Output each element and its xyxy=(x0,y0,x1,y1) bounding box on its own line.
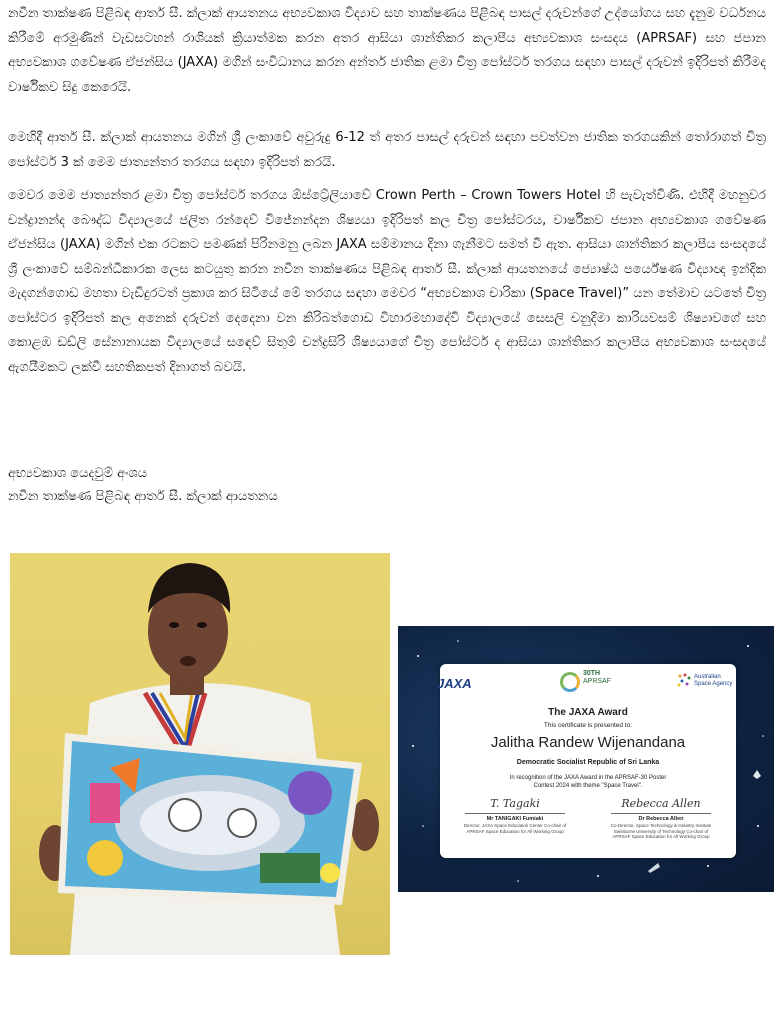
space-poster xyxy=(58,733,362,905)
student-photo xyxy=(10,553,390,955)
jaxa-logo: JAXA xyxy=(437,676,472,691)
student-illustration xyxy=(10,553,390,955)
aprsaf-name: APRSAF xyxy=(583,678,612,685)
signer2-signature: Rebecca Allen xyxy=(621,797,701,810)
jaxa-certificate xyxy=(398,626,774,892)
signature-line-right xyxy=(611,813,711,814)
aprsaf-number: 30TH xyxy=(583,670,601,677)
signer1-title: Director, JAXA Space Education Center Co-chair of APRSAF Space Education for All Working Group xyxy=(463,823,567,834)
certificate-recipient: Jalitha Randew Wijenandana xyxy=(490,734,686,751)
certificate-country: Democratic Socialist Republic of Sri Lanka xyxy=(516,759,660,766)
australian-space-agency-icon xyxy=(676,672,692,688)
signature-institute: නවීන තාක්ෂණ පිළිබඳ ආතර් සී. ක්ලාක් ආයතනය xyxy=(8,489,278,504)
certificate-title: The JAXA Award xyxy=(548,707,628,718)
signer1-signature: T. Tagaki xyxy=(490,797,540,810)
paragraph-award-details: මෙවර මෙම ජාත්‍යන්තර ළමා චිත්‍ර පෝස්ටර් තරගය ඕස්ට්‍රේලියාවේ Crown Perth – Crown Towers Hotel හි පැවැත්විණි. එහිදී මහනුවර චන්ද්‍රානන්ද බෞද්ධ විද්‍යාලයේ ජලිත රන්දෙව් විජේනන්දන ශිෂ්‍යයා ඉදිරිපත් කල චිත්‍ර පෝස්ටරය, වාර්ෂිකව ජපාන අභ්‍යවකාශ ගවේෂණ ඒජන්සිය (JAXA) මගින් එක රටකට පමණක් පිරිනමනු ලබන JAXA සම්මානය දිනා ගැනීමට සමත් වී ඇත. ආසියා ශාන්තිකර කලාපීය සංසදයේ ශ්‍රී ලංකාවේ සම්බන්ධීකාරක ලෙස කටයුතු කරන නවීන තාක්ෂණය පිළිබඳ ආතර් සී. ක්ලාක් ආයතනයේ ජ්‍යොෂ්ඨ පර්යේෂණ විද්‍යාඥ ඉන්දික මැදගන්ගොඩ මහතා වැඩිදුරටත් ප්‍රකාශ කර සිටියේ මේ තරගය සඳහා මෙවර “අභ්‍යවකාශ චාරිකා (Space Travel)” යන තේමාව යටතේ චිත්‍ර පෝස්ටර ඉදිරිපත් කල අනෙක් දරුවන් දෙදෙනා වන කිරිබත්ගොඩ විහාරමහාදේවි විද්‍යාලයේ සෙසලි චනුදිමා කාරියවසම් ශිෂ්‍යාවගේ සහ කොළඹ ඩඩ්ලි සේනානායක විද්‍යාලයේ සඳෙව් සිතුම් චන්ද්‍රසිරි ශිෂ්‍යයාගේ චිත්‍ර පෝස්ටර් ද ආසියා ශාන්තිකර කලාපීය අභ්‍යවකාශ සංසදයේ ඇගයීමකට ලක්වී සහතිකපත් දිනාගත් බවයි. xyxy=(8,188,766,375)
paragraph-intro: නවීන තාක්ෂණ පිළිබඳ ආතර් සී. ක්ලාක් ආයතනය අභ්‍යවකාශ විද්‍යාව සහ තාක්ෂණය පිළිබඳ පාසල් දරුවන්ගේ උද්යෝගය සහ දැනුම වර්ධනය කිරීමේ අරමුණින් වැඩසටහන් රාශියක් ක්‍රියාත්මක කරන අතර ආසියා ශාන්තිකර කලාපීය අභ්‍යවකාශ සංසදය (APRSAF) සහ ජපාන අභ්‍යවකාශ ගවේෂණ ඒජන්සිය (JAXA) මගින් සංවිධානය කරන අන්තර් ජාතික ළමා චිත්‍ර පෝස්ටර් තරගය සඳහා පාසල් දරුවන් ඉදිරිපත් කිරීමද වාර්ෂිකව සිදු කෙරෙයි. xyxy=(8,6,766,95)
certificate-recognition: In recognition of the JAXA Award in the APRSAF-30 Poster Contest 2024 with theme "Space Travel". xyxy=(509,775,667,789)
certificate-presented-text: This certificate is presented to: xyxy=(543,722,633,729)
certificate-card xyxy=(437,664,736,858)
signer2-name: Dr Rebecca Allen xyxy=(638,816,684,822)
aprsaf-logo-icon xyxy=(560,672,580,692)
signer2-title: Co-Director, Space Technology & Industry Institute Swinburne University of Technology Co-chair of APRSAF Space Education for All Working Group xyxy=(610,823,712,839)
signature-line-left xyxy=(465,813,565,814)
signature-division: අභ්‍යවකාශ යෙදවුම් අංශය xyxy=(8,466,148,481)
australian-space-agency-name: Australian Space Agency xyxy=(694,674,733,687)
signer1-name: Mr TANIGAKI Fumiaki xyxy=(486,816,544,822)
paragraph-selection: මෙහිදී ආතර් සී. ක්ලාක් ආයතනය මගින් ශ්‍රී ලංකාවේ අවුරුදු 6-12 ත් අතර පාසල් දරුවන් සඳහා පවත්වන ජාතික තරගයකින් තෝරාගත් චිත්‍ර පෝස්ටර් 3 ක් මෙම ජාත්‍යන්තර තරගය සඳහා ඉදිරිපත් කරයි. xyxy=(8,130,766,170)
